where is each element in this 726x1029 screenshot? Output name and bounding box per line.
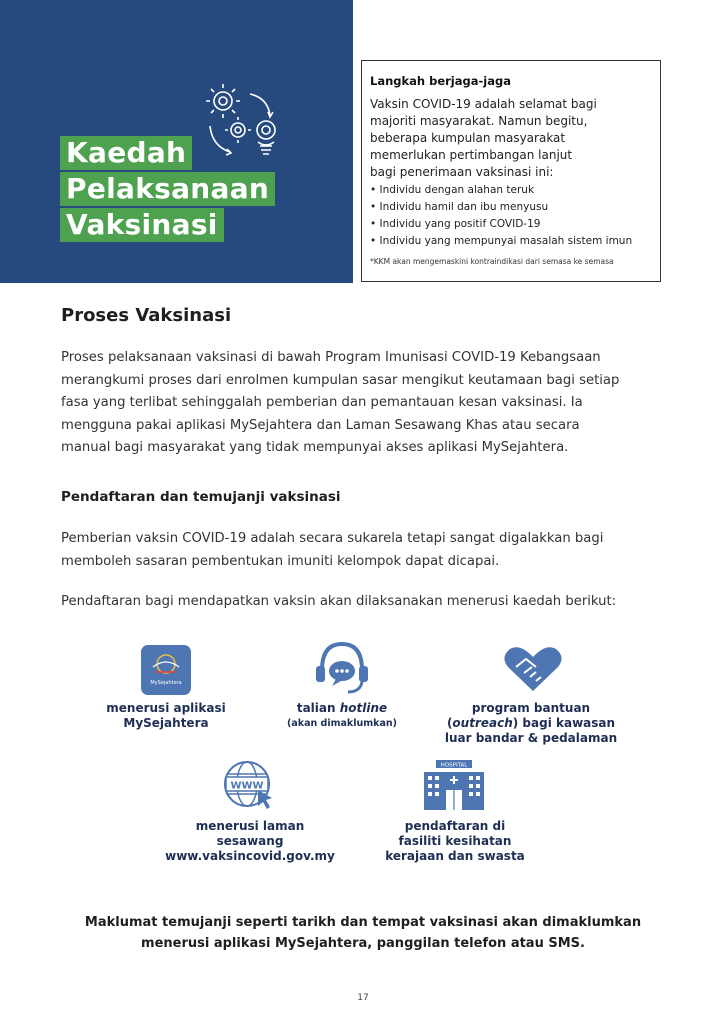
method-web-line: sesawang [216,834,284,848]
method-facility-line: fasiliti kesihatan [398,834,512,848]
hero-banner [0,0,353,283]
paragraph-line: merangkumi proses dari enrolmen kumpulan sasar mengikut keutamaan bagi setiap [61,372,620,388]
method-app-line: MySejahtera [123,716,209,730]
method-web-line: menerusi laman [195,819,305,833]
page-number: 17 [357,993,369,1003]
method-hotline-line [262,701,422,716]
handshake-heart-icon [502,645,564,693]
www-label: WWW [230,780,264,792]
method-facility-line: kerajaan dan swasta [385,849,525,863]
app-icon-label: MySejahtera [150,680,182,686]
gears-bulb-icon [198,82,282,168]
method-outreach-line: program bantuan [471,701,591,715]
caution-intro-line: beberapa kumpulan masyarakat [370,131,566,145]
outreach-word: outreach [452,716,513,730]
caution-heading: Langkah berjaga-jaga [370,74,511,88]
method-facility-line: pendaftaran di [404,819,506,833]
methods-intro: Pendaftaran bagi mendapatkan vaksin akan dilaksanakan menerusi kaedah berikut: [61,594,617,609]
caution-intro-line: Vaksin COVID-19 adalah selamat bagi [370,97,597,111]
globe-www-cursor-icon [222,760,276,812]
method-outreach [436,701,626,746]
section-heading: Proses Vaksinasi [61,305,232,326]
list-item: • Individu yang mempunyai masalah sistem imun [370,235,633,247]
paragraph-line: mengguna pakai aplikasi MySejahtera dan Laman Sesawang Khas atau secara [61,417,580,433]
voluntary-paragraph [61,528,681,573]
intro-paragraph [61,347,681,460]
appointment-note-line: menerusi aplikasi MySejahtera, panggilan telefon atau SMS. [141,936,585,951]
paragraph-line: manual bagi masyarakat yang tidak mempunyai akses aplikasi MySejahtera. [61,440,569,455]
caution-note: *KKM akan mengemaskini kontraindikasi dari semasa ke semasa [370,257,614,266]
paragraph-line: memboleh sasaran pembentukan imuniti kelompok dapat dicapai. [61,553,500,569]
method-outreach-line: luar bandar & pedalaman [444,731,618,745]
mysejahtera-app-icon [141,645,191,695]
appointment-note-line: Maklumat temujanji seperti tarikh dan tempat vaksinasi akan dimaklumkan [84,915,642,930]
method-hotline-note: (akan dimaklumkan) [287,718,397,729]
method-hotline [262,701,422,731]
method-app-line: menerusi aplikasi [106,701,226,715]
outreach-rest: ) bagi kawasan [512,716,616,730]
caution-intro-line: majoriti masyarakat. Namun begitu, [370,114,588,128]
hotline-word: hotline [339,701,388,715]
list-item: • Individu hamil dan ibu menyusu [370,201,549,213]
outreach-open: ( [446,716,453,730]
headset-chat-icon [312,640,372,696]
caution-intro-line: bagi penerimaan vaksinasi ini: [370,165,554,179]
hotline-prefix: talian [296,701,340,715]
caution-intro [370,96,652,181]
method-facility [380,819,530,864]
caution-box [361,60,661,282]
method-outreach-line [436,716,626,731]
method-web [160,819,340,864]
paragraph-line: Proses pelaksanaan vaksinasi di bawah Program Imunisasi COVID-19 Kebangsaan [61,350,601,365]
caution-list [370,182,652,250]
hospital-building-icon [420,760,488,810]
method-web-line: www.vaksincovid.gov.my [165,849,335,863]
paragraph-line: fasa yang terlibat sehinggalah pemberian dan pemantauan kesan vaksinasi. Ia [61,395,583,410]
list-item: • Individu dengan alahan teruk [370,184,535,196]
caution-intro-line: memerlukan pertimbangan lanjut [370,148,573,162]
method-app [96,701,236,731]
page-title-line-2: Pelaksanaan [60,172,275,206]
paragraph-line: Pemberian vaksin COVID-19 adalah secara sukarela tetapi sangat digalakkan bagi [61,531,604,546]
hospital-sign: HOSPITAL [440,762,468,769]
subsection-heading: Pendaftaran dan temujanji vaksinasi [61,489,341,505]
appointment-note [40,912,686,954]
page-title-line-3: Vaksinasi [60,208,224,242]
list-item: • Individu yang positif COVID-19 [370,218,541,230]
page-title-line-1: Kaedah [60,136,192,170]
